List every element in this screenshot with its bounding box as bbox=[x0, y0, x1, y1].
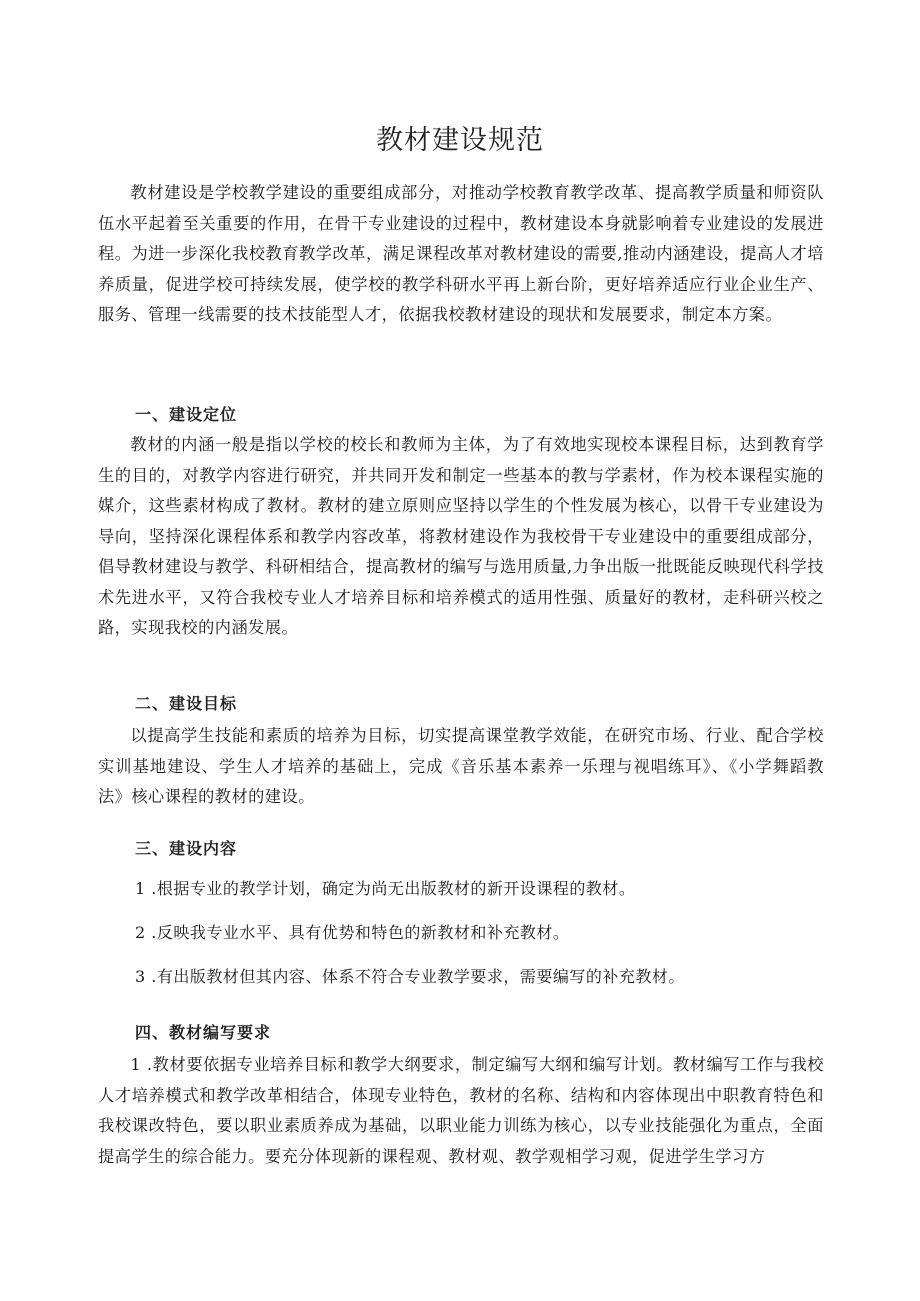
section-heading-writing-requirements: 四、教材编写要求 bbox=[135, 1023, 272, 1042]
section-heading-positioning: 一、建设定位 bbox=[135, 405, 238, 424]
section-heading-content: 三、建设内容 bbox=[135, 839, 238, 858]
section-text-goals: 以提高学生技能和素质的培养为目标，切实提高课堂教学效能，在研究市场、行业、配合学校实训基地建设、学生人才培养的基础上，完成《音乐基本素养一乐理与视唱练耳》、《小学舞蹈教法》核心课程的教材的建设。 bbox=[98, 726, 824, 806]
section-text-writing-requirements: 1 .教材要依据专业培养目标和教学大纲要求，制定编写大纲和编写计划。教材编写工作与我校人才培养模式和教学改革相结合，体现专业特色，教材的名称、结构和内容体现出中职教育特色和我校课改特色，要以职业素质养成为基础，以职业能力训练为核心，以专业技能强化为重点，全面提高学生的综合能力。要充分体现新的课程观、教材观、教学观相学习观，促进学生学习方 bbox=[98, 1055, 824, 1166]
intro-paragraph: 教材建设是学校教学建设的重要组成部分，对推动学校教育教学改革、提高教学质量和师资队伍水平起着至关重要的作用，在骨干专业建设的过程中，教材建设本身就影响着专业建设的发展进程。为进一步深化我校教育教学改革，满足课程改革对教材建设的需要,推动内涵建设，提高人才培养质量，促进学校可持续发展，使学校的教学科研水平再上新台阶，更好培养适应行业企业生产、服务、管理一线需要的技术技能型人才，依据我校教材建设的现状和发展要求，制定本方案。 bbox=[98, 183, 824, 324]
section-heading-goals: 二、建设目标 bbox=[135, 694, 238, 713]
content-list-item-2: 2 .反映我专业水平、具有优势和特色的新教材和补充教材。 bbox=[135, 923, 570, 942]
section-text-positioning: 教材的内涵一般是指以学校的校长和教师为主体，为了有效地实现校本课程目标，达到教育学生的目的，对教学内容进行研究，并共同开发和制定一些基本的教与学素材，作为校本课程实施的媒介，这些素材构成了教材。教材的建立原则应坚持以学生的个性发展为核心，以骨干专业建设为导向，坚持深化课程体系和教学内容改革，将教材建设作为我校骨干专业建设中的重要组成部分，倡导教材建设与教学、科研相结合，提高教材的编写与选用质量,力争出版一批既能反映现代科学技术先进水平，又符合我校专业人才培养目标和培养模式的适用性强、质量好的教材，走科研兴校之路，实现我校的内涵发展。 bbox=[98, 435, 824, 637]
content-list-item-1: 1 .根据专业的教学计划，确定为尚无出版教材的新开设课程的教材。 bbox=[135, 879, 636, 898]
page-title: 教材建设规范 bbox=[376, 125, 544, 157]
content-list-item-3: 3 .有出版教材但其内容、体系不符合专业教学要求，需要编写的补充教材。 bbox=[135, 967, 685, 986]
